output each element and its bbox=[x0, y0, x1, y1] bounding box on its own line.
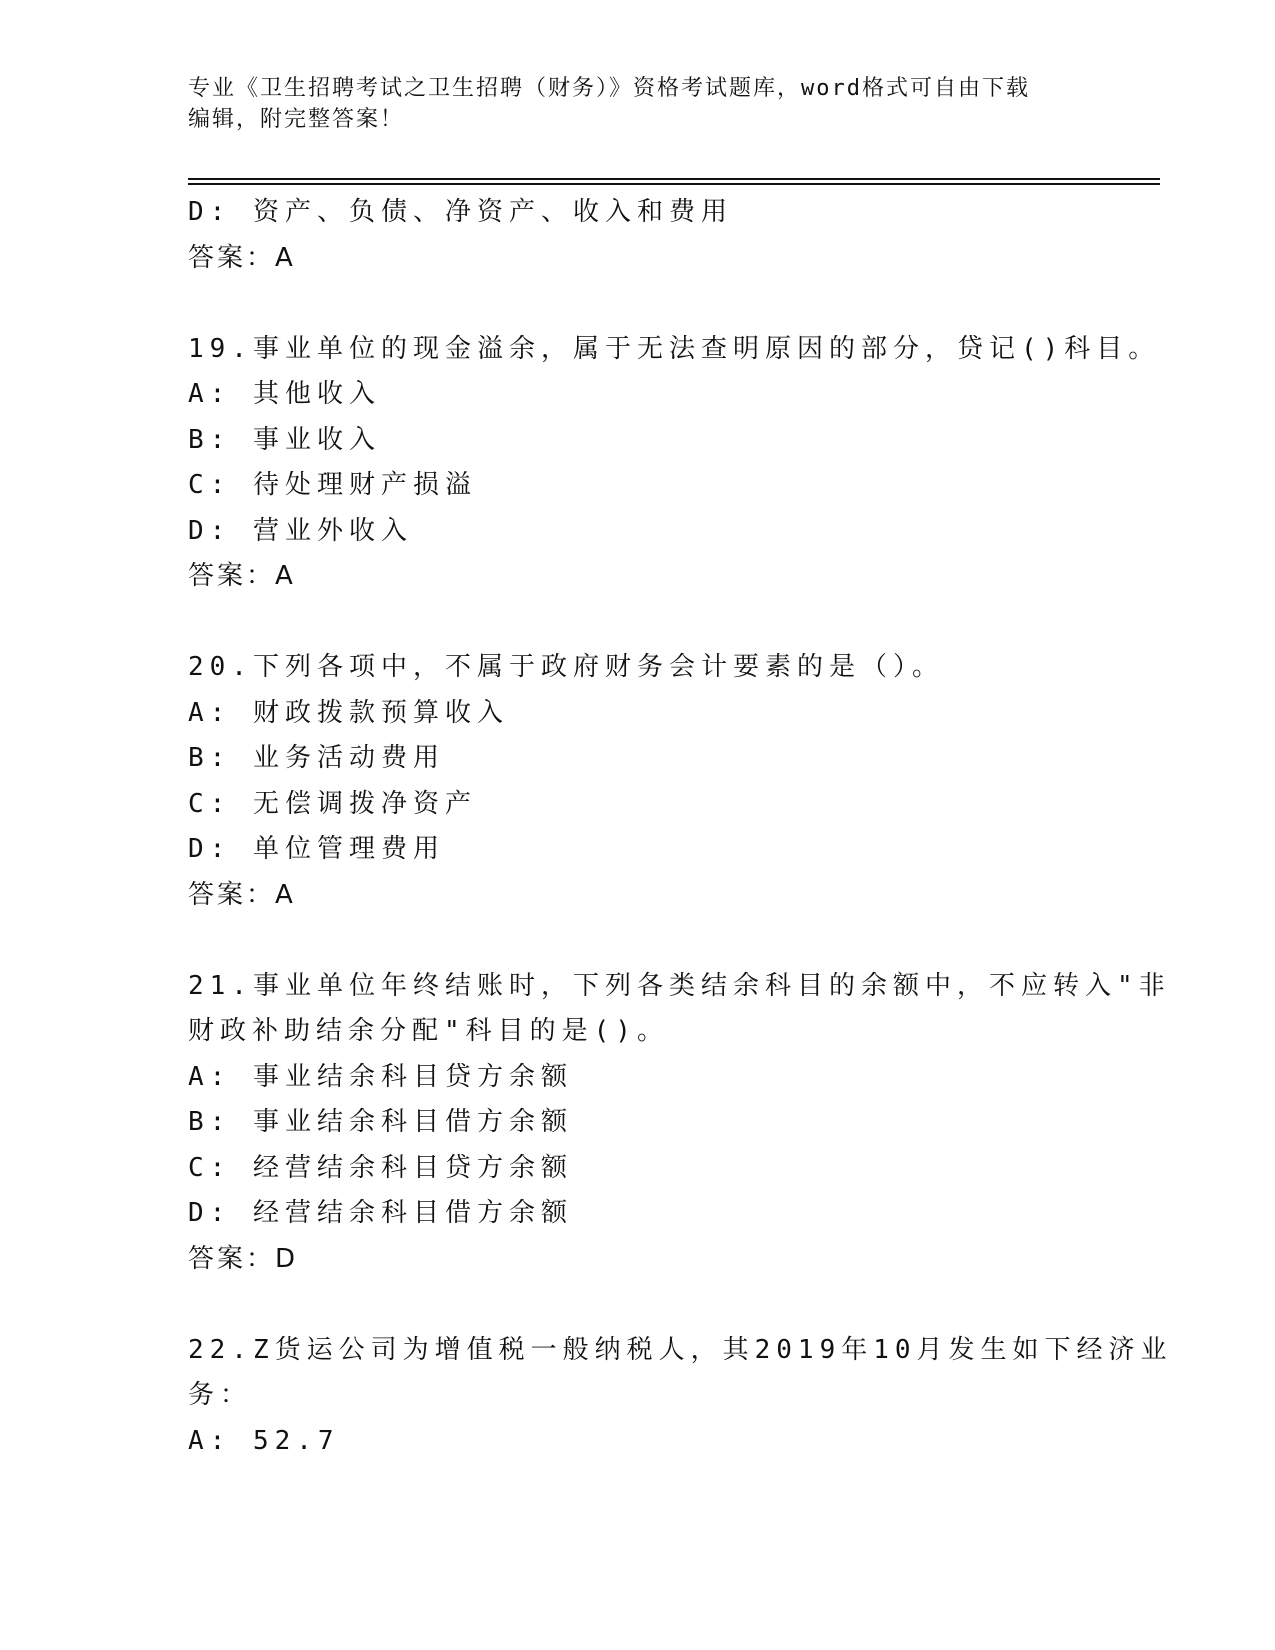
q19-answer: 答案：A bbox=[188, 561, 296, 591]
q21-option-c: C: 经营结余科目贷方余额 bbox=[188, 1152, 573, 1183]
q20-option-c: C: 无偿调拨净资产 bbox=[188, 788, 477, 819]
q21-option-a: A: 事业结余科目贷方余额 bbox=[188, 1061, 573, 1092]
header-divider-bottom bbox=[188, 183, 1160, 185]
prev-answer: 答案：A bbox=[188, 242, 296, 273]
document-header bbox=[188, 73, 1068, 135]
q20-option-b: B: 业务活动费用 bbox=[188, 743, 445, 773]
q22-stem-line-1: 22.Z货运公司为增值税一般纳税人，其2019年10月发生如下经济业 bbox=[188, 1334, 1173, 1365]
q20-option-a: A: 财政拨款预算收入 bbox=[188, 697, 509, 728]
q20-answer: 答案：A bbox=[188, 879, 296, 910]
q22-option-a: A: 52.7 bbox=[188, 1425, 340, 1456]
q21-stem-line-2: 财政补助结余分配"科目的是()。 bbox=[188, 1016, 669, 1046]
q19-stem: 19.事业单位的现金溢余，属于无法查明原因的部分，贷记()科目。 bbox=[188, 333, 1161, 364]
header-line-2: 编辑，附完整答案！ bbox=[188, 107, 405, 132]
q20-stem: 20.下列各项中，不属于政府财务会计要素的是（）。 bbox=[188, 652, 944, 682]
q21-stem-line-1: 21.事业单位年终结账时，下列各类结余科目的余额中，不应转入"非 bbox=[188, 970, 1171, 1001]
q21-option-b: B: 事业结余科目借方余额 bbox=[188, 1107, 573, 1137]
q22-stem-line-2: 务： bbox=[188, 1380, 253, 1410]
q19-option-a: A: 其他收入 bbox=[188, 379, 381, 409]
q19-option-d: D: 营业外收入 bbox=[188, 515, 413, 546]
prev-option-d: D: 资产、负债、净资产、收入和费用 bbox=[188, 197, 733, 227]
header-line-1: 专业《卫生招聘考试之卫生招聘（财务）》资格考试题库，word格式可自由下载 bbox=[188, 76, 1030, 101]
q19-option-c: C: 待处理财产损溢 bbox=[188, 470, 477, 500]
header-divider-top bbox=[188, 178, 1160, 180]
q20-option-d: D: 单位管理费用 bbox=[188, 834, 445, 864]
q19-option-b: B: 事业收入 bbox=[188, 424, 381, 455]
question-list bbox=[188, 190, 1173, 1464]
q21-answer: 答案：D bbox=[188, 1243, 299, 1274]
q21-option-d: D: 经营结余科目借方余额 bbox=[188, 1198, 573, 1228]
